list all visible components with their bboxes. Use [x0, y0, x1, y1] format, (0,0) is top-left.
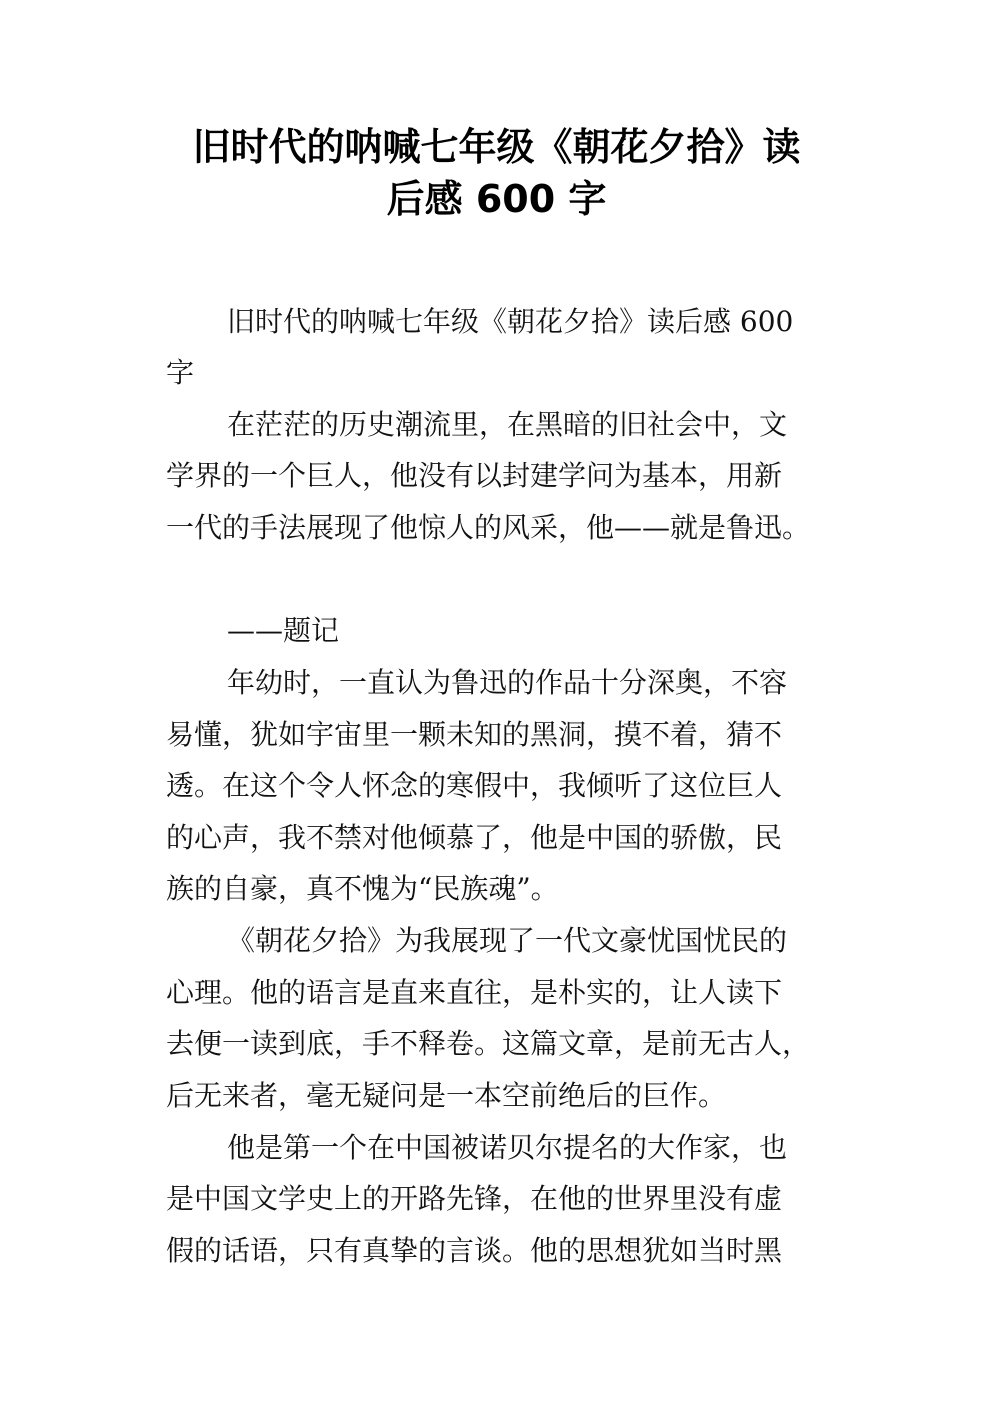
paragraph-childhood-line: 的心声，我不禁对他倾慕了，他是中国的骄傲，民 — [166, 821, 783, 854]
paragraph-pioneer-line: 假的话语，只有真挚的言谈。他的思想犹如当时黑 — [166, 1234, 783, 1267]
paragraph-childhood-line: 族的自豪，真不愧为“民族魂”。 — [166, 872, 559, 905]
paragraph-childhood-line: 易懂，犹如宇宙里一颗未知的黑洞，摸不着，猜不 — [166, 718, 783, 751]
paragraph-book-impression-line: 《朝花夕拾》为我展现了一代文豪忧国忧民的 — [227, 924, 788, 957]
document-title-line-1: 旧时代的呐喊七年级《朝花夕拾》读 — [192, 125, 801, 169]
paragraph-heading-repeat-line: 字 — [166, 356, 195, 389]
paragraph-childhood-line: 透。在这个令人怀念的寒假中，我倾听了这位巨人 — [166, 769, 783, 802]
document-title-line-2: 后感 600 字 — [386, 177, 607, 221]
paragraph-book-impression-line: 去便一读到底，手不释卷。这篇文章，是前无古人， — [166, 1027, 811, 1060]
paragraph-book-impression-line: 后无来者，毫无疑问是一本空前绝后的巨作。 — [166, 1079, 727, 1112]
paragraph-heading-repeat-line: 旧时代的呐喊七年级《朝花夕拾》读后感 600 — [227, 305, 794, 338]
paragraph-pioneer-line: 是中国文学史上的开路先锋，在他的世界里没有虚 — [166, 1182, 783, 1215]
paragraph-intro-line: 一代的手法展现了他惊人的风采，他——就是鲁迅。 — [166, 511, 811, 544]
paragraph-intro-line: 在茫茫的历史潮流里，在黑暗的旧社会中，文 — [227, 408, 788, 441]
paragraph-book-impression-line: 心理。他的语言是直来直往，是朴实的，让人读下 — [166, 976, 783, 1009]
paragraph-childhood-line: 年幼时，一直认为鲁迅的作品十分深奥，不容 — [227, 666, 788, 699]
paragraph-pioneer-line: 他是第一个在中国被诺贝尔提名的大作家，也 — [227, 1131, 788, 1164]
paragraph-intro-line: 学界的一个巨人，他没有以封建学问为基本，用新 — [166, 459, 783, 492]
paragraph-epigraph-line: ——题记 — [227, 614, 340, 647]
